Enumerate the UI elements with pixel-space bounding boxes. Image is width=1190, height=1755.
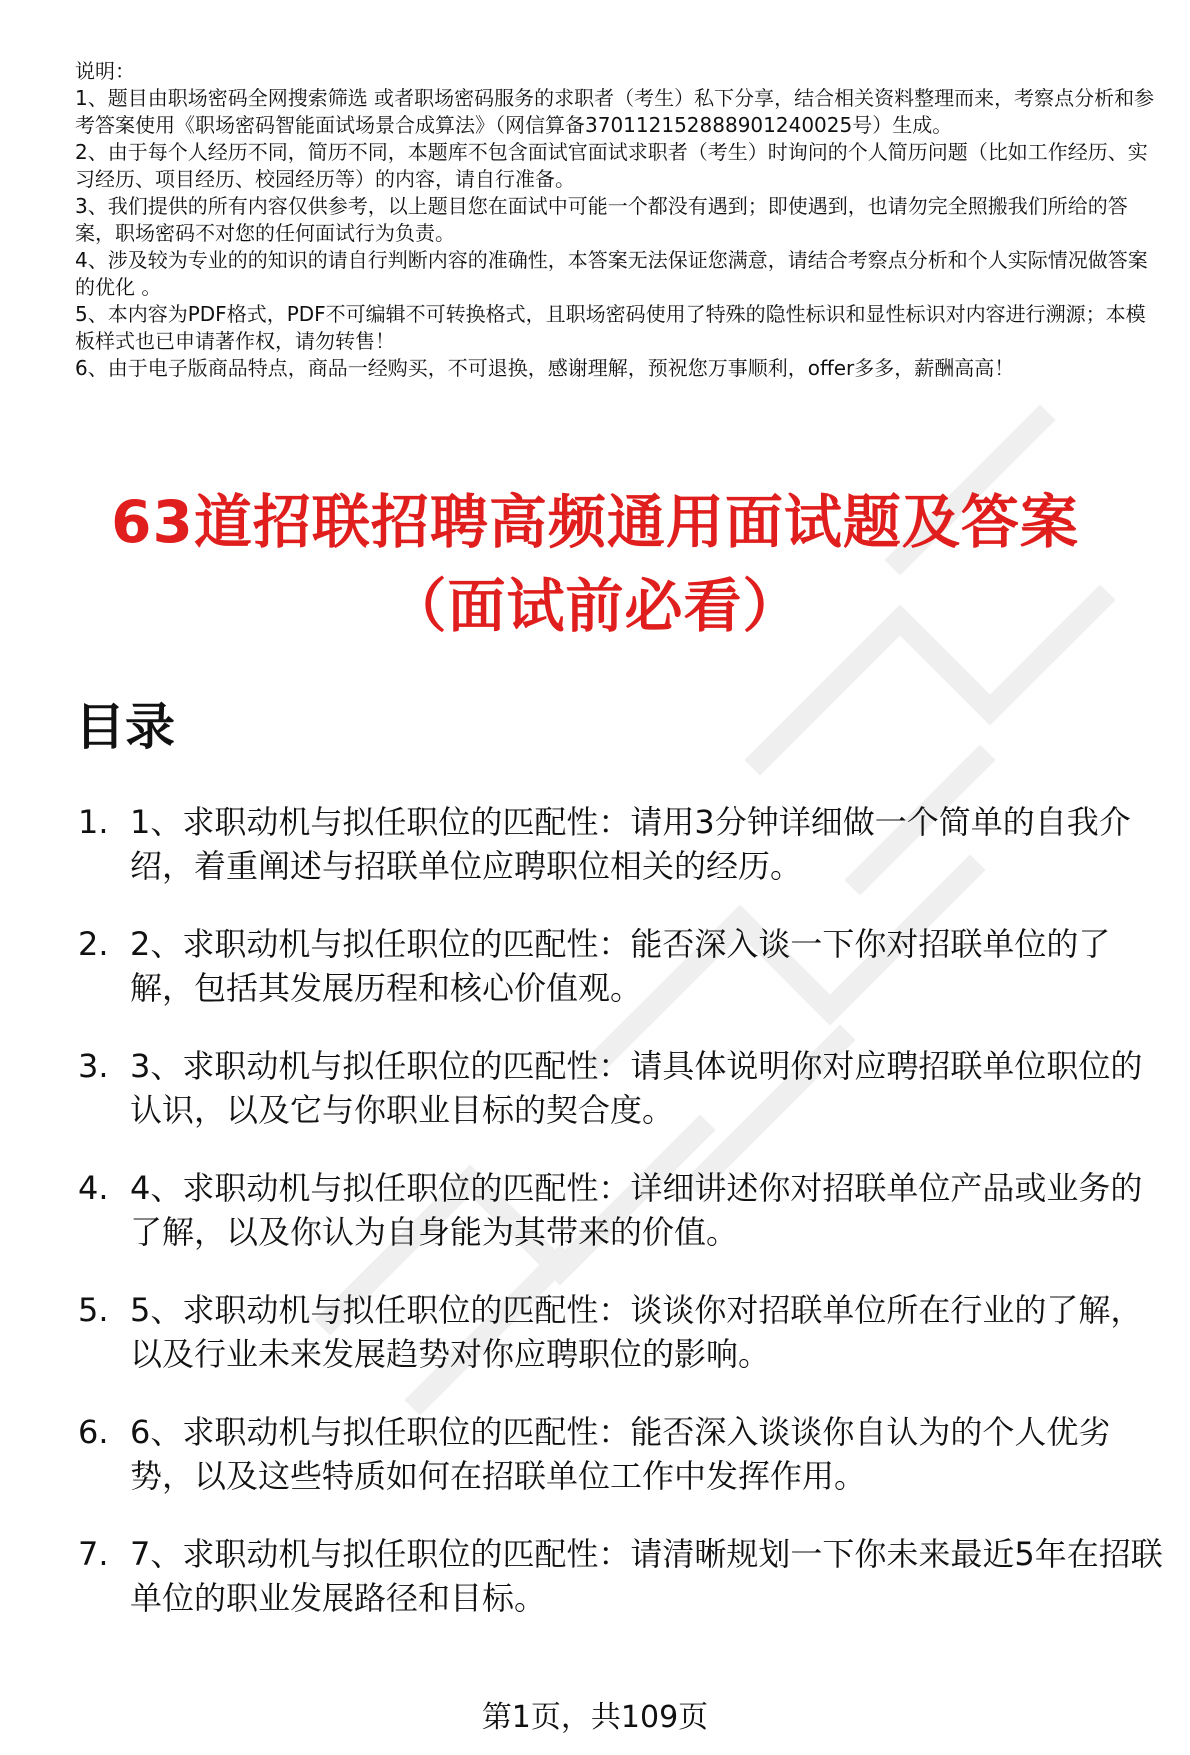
toc-item[interactable] — [75, 1288, 1165, 1376]
disclaimer-item: 2、由于每个人经历不同，简历不同，本题库不包含面试官面试求职者（考生）时询问的个人简历问题（比如工作经历、实习经历、项目经历、校园经历等）的内容，请自行准备。 — [75, 140, 1148, 191]
toc-item[interactable] — [75, 800, 1165, 888]
table-of-contents — [75, 800, 1165, 1654]
toc-item-text: 5、求职动机与拟任职位的匹配性：谈谈你对招联单位所在行业的了解，以及行业未来发展趋势对你应聘职位的影响。 — [130, 1291, 1143, 1373]
toc-item-number: 2. — [78, 925, 109, 963]
page-number: 第1页，共109页 — [481, 1700, 709, 1735]
toc-item-text: 7、求职动机与拟任职位的匹配性：请清晰规划一下你未来最近5年在招联单位的职业发展路径和目标。 — [130, 1535, 1163, 1617]
disclaimer-item: 3、我们提供的所有内容仅供参考，以上题目您在面试中可能一个都没有遇到；即使遇到，也请勿完全照搬我们所给的答案，职场密码不对您的任何面试行为负责。 — [75, 194, 1128, 245]
toc-item-text: 1、求职动机与拟任职位的匹配性：请用3分钟详细做一个简单的自我介绍，着重阐述与招联单位应聘职位相关的经历。 — [130, 803, 1131, 885]
toc-item-number: 5. — [78, 1291, 109, 1329]
toc-item-text: 3、求职动机与拟任职位的匹配性：请具体说明你对应聘招联单位职位的认识，以及它与你职业目标的契合度。 — [130, 1047, 1143, 1129]
disclaimer-block — [75, 58, 1165, 382]
disclaimer-item: 5、本内容为PDF格式，PDF不可编辑不可转换格式，且职场密码使用了特殊的隐性标识和显性标识对内容进行溯源；本模板样式也已申请著作权，请勿转售！ — [75, 302, 1146, 353]
disclaimer-heading: 说明： — [75, 59, 135, 83]
document-title: 63道招联招聘高频通用面试题及答案（面试前必看） — [111, 488, 1079, 640]
disclaimer-item: 4、涉及较为专业的的知识的请自行判断内容的准确性，本答案无法保证您满意，请结合考察点分析和个人实际情况做答案的优化 。 — [75, 248, 1148, 299]
toc-item[interactable] — [75, 1532, 1165, 1620]
toc-item-number: 3. — [78, 1047, 109, 1085]
disclaimer-item: 1、题目由职场密码全网搜索筛选 或者职场密码服务的求职者（考生）私下分享，结合相关资料整理而来，考察点分析和参考答案使用《职场密码智能面试场景合成算法》（网信算备370112152888901240025号）生成。 — [75, 86, 1155, 137]
toc-item[interactable] — [75, 1166, 1165, 1254]
toc-item-text: 2、求职动机与拟任职位的匹配性：能否深入谈一下你对招联单位的了解，包括其发展历程和核心价值观。 — [130, 925, 1111, 1007]
toc-item[interactable] — [75, 1410, 1165, 1498]
toc-item-number: 1. — [78, 803, 109, 841]
toc-item[interactable] — [75, 1044, 1165, 1132]
toc-item-number: 4. — [78, 1169, 109, 1207]
toc-item-text: 4、求职动机与拟任职位的匹配性：详细讲述你对招联单位产品或业务的了解，以及你认为自身能为其带来的价值。 — [130, 1169, 1143, 1251]
toc-item[interactable] — [75, 922, 1165, 1010]
toc-item-number: 6. — [78, 1413, 109, 1451]
toc-item-number: 7. — [78, 1535, 109, 1573]
disclaimer-item: 6、由于电子版商品特点，商品一经购买，不可退换，感谢理解，预祝您万事顺利，offer多多，薪酬高高！ — [75, 356, 1015, 380]
toc-item-text: 6、求职动机与拟任职位的匹配性：能否深入谈谈你自认为的个人优劣势，以及这些特质如何在招联单位工作中发挥作用。 — [130, 1413, 1111, 1495]
toc-heading: 目录 — [75, 698, 175, 756]
